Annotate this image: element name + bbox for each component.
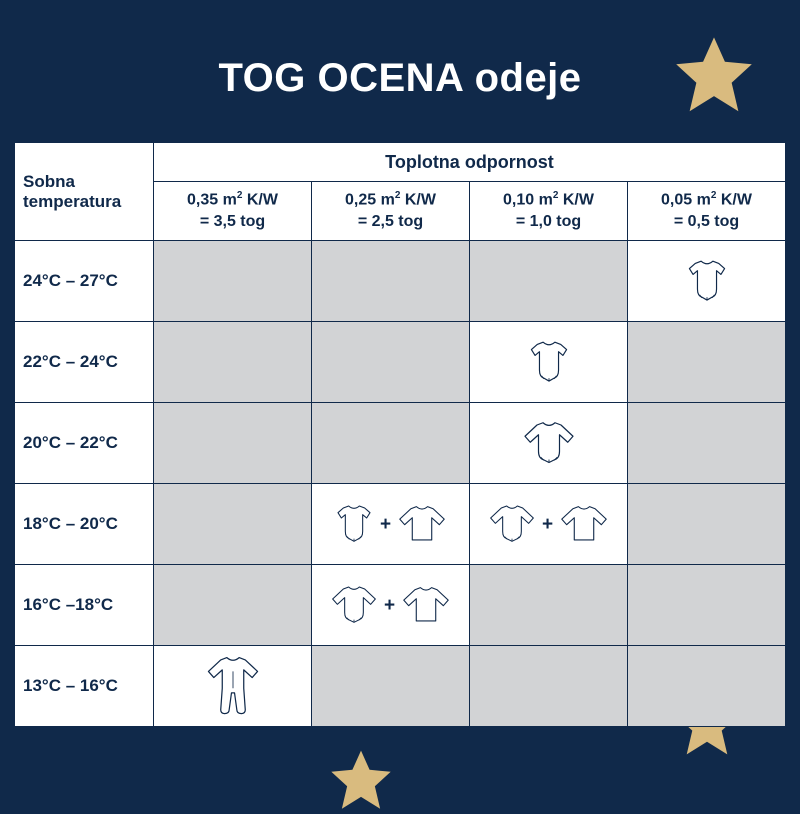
column-header-3-resistance: 0,05 $m^2$ K/W [661,190,752,209]
table-row [15,322,786,403]
column-header-1 [312,182,470,241]
short-sleeve-bodysuit-icon [685,256,729,306]
column-header-2 [470,182,628,241]
cell-r1-c2 [470,322,628,403]
footed-sleepsuit-icon [205,653,261,719]
long-sleeve-shirt-icon [401,582,451,628]
column-header-3 [628,182,786,241]
page-title: TOG OCENA odeje [218,56,582,100]
cell-r0-c0 [154,241,312,322]
cell-r4-c2 [470,565,628,646]
column-header-0 [154,182,312,241]
table-row [15,646,786,727]
cell-r4-c3 [628,565,786,646]
column-header-3-tog: = 0,5 tog [673,213,740,231]
cell-r2-c1 [312,403,470,484]
group-header-thermal-resistance: Toplotna odpornost [154,143,786,182]
cell-r0-c1 [312,241,470,322]
column-header-0-resistance: 0,35 $m^2$ K/W [187,190,278,209]
cell-r2-c2 [470,403,628,484]
row-header-4: 16°C –18°C [15,565,154,646]
cell-r1-c1 [312,322,470,403]
cell-r4-c1 [312,565,470,646]
long-sleeve-bodysuit-icon [488,501,536,547]
column-header-1-tog: = 2,5 tog [357,213,424,231]
row-header-2: 20°C – 22°C [15,403,154,484]
row-header-5: 13°C – 16°C [15,646,154,727]
cell-r3-c3 [628,484,786,565]
cell-r3-c0 [154,484,312,565]
column-header-2-tog: = 1,0 tog [515,213,582,231]
cell-r3-c1 [312,484,470,565]
long-sleeve-shirt-icon [397,501,447,547]
star-bottom-center-icon [328,748,394,814]
cell-r1-c0 [154,322,312,403]
column-header-2-resistance: 0,10 $m^2$ K/W [503,190,594,209]
table-row [15,484,786,565]
cell-r1-c3 [628,322,786,403]
corner-header-room-temperature: Sobna temperatura [15,143,154,241]
plus-symbol: + [379,513,392,535]
table-header-row-group [15,143,786,182]
row-header-0: 24°C – 27°C [15,241,154,322]
cell-r2-c3 [628,403,786,484]
plus-symbol: + [541,513,554,535]
cell-r5-c2 [470,646,628,727]
cell-r5-c0 [154,646,312,727]
column-header-1-resistance: 0,25 $m^2$ K/W [345,190,436,209]
long-sleeve-bodysuit-icon [522,418,576,468]
row-header-1: 22°C – 24°C [15,322,154,403]
column-header-0-tog: = 3,5 tog [199,213,266,231]
cell-r0-c2 [470,241,628,322]
long-sleeve-shirt-icon [559,501,609,547]
cell-r0-c3 [628,241,786,322]
table-row [15,403,786,484]
table-row [15,565,786,646]
cell-r4-c0 [154,565,312,646]
table-row [15,241,786,322]
plus-symbol: + [383,594,396,616]
long-sleeve-bodysuit-icon [330,582,378,628]
short-sleeve-bodysuit-icon [527,337,571,387]
cell-r2-c0 [154,403,312,484]
tog-rating-table-container [14,142,786,727]
cell-r5-c1 [312,646,470,727]
cell-r3-c2 [470,484,628,565]
tog-rating-table [14,142,786,727]
cell-r5-c3 [628,646,786,727]
row-header-3: 18°C – 20°C [15,484,154,565]
short-sleeve-bodysuit-icon [334,501,374,547]
